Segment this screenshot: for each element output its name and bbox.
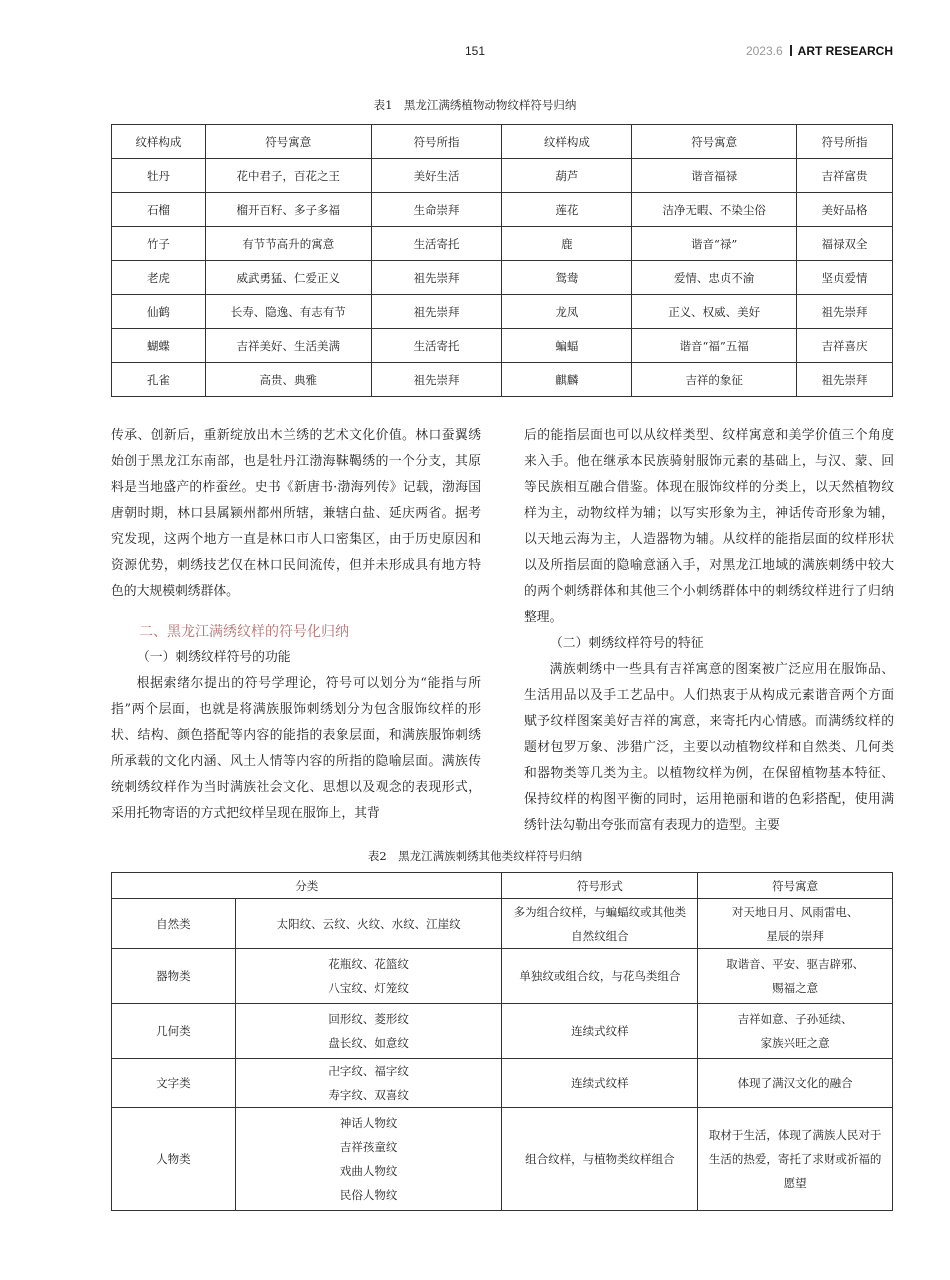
table2-category-cell: 人物类 bbox=[112, 1108, 236, 1211]
table2-header-row bbox=[112, 873, 893, 899]
table1-row bbox=[112, 261, 893, 295]
table1-row bbox=[112, 363, 893, 397]
table1-cell: 老虎 bbox=[112, 261, 206, 295]
table2-cell-line: 愿望 bbox=[783, 1176, 807, 1190]
table1-cell: 石榴 bbox=[112, 193, 206, 227]
table2-cell-line: 神话人物纹 bbox=[339, 1116, 398, 1130]
table2-form-cell bbox=[502, 899, 698, 949]
table2-row bbox=[112, 949, 893, 1004]
table2-patterns-cell bbox=[235, 1108, 502, 1211]
table1-cell: 谐音福禄 bbox=[632, 159, 797, 193]
table2-header-cell: 符号形式 bbox=[502, 873, 698, 899]
table2-meaning-cell bbox=[698, 949, 893, 1004]
table2-cell-line: 回形纹、菱形纹 bbox=[328, 1012, 409, 1026]
table2-cell-line: 对天地日月、风雨雷电、 bbox=[731, 904, 859, 919]
table2-category-cell: 器物类 bbox=[112, 949, 236, 1004]
table1-cell: 鹿 bbox=[502, 227, 632, 261]
table1-cell: 有节节高升的寓意 bbox=[205, 227, 371, 261]
table1-row bbox=[112, 193, 893, 227]
table2-cell-line: 戏曲人物纹 bbox=[339, 1164, 398, 1178]
table1-cell: 竹子 bbox=[112, 227, 206, 261]
right-column bbox=[524, 423, 894, 839]
paragraph: 根据索绪尔提出的符号学理论，符号可以划分为“能指与所指”两个层面，也就是将满族服饰刺绣划分为包含服饰纹样的形状、结构、颜色搭配等内容的能指的表象层面，和满族服饰刺绣所承载的文化内涵、风土人情等内容的所指的隐喻层面。满族传统刺绣纹样作为当时满族社会文化、思想以及观念的表现形式，采用托物寄语的方式把纹样呈现在服饰上，其背 bbox=[111, 676, 481, 821]
table2-patterns-cell bbox=[235, 1059, 502, 1108]
table2-category-cell: 自然类 bbox=[112, 899, 236, 949]
table1-cell: 孔雀 bbox=[112, 363, 206, 397]
table1-cell: 正义、权威、美好 bbox=[632, 295, 797, 329]
table1-header-cell: 纹样构成 bbox=[502, 125, 632, 159]
table2-cell-line: 花瓶纹、花篮纹 bbox=[328, 957, 409, 971]
table2-cell-line: 连续式纹样 bbox=[571, 1024, 629, 1038]
table1-cell: 仙鹤 bbox=[112, 295, 206, 329]
table2-row bbox=[112, 899, 893, 949]
table2-cell-line: 家族兴旺之意 bbox=[760, 1036, 830, 1050]
table2-row bbox=[112, 1004, 893, 1059]
table1-caption: 表1 黑龙江满绣植物动物纹样符号归纳 bbox=[373, 98, 577, 112]
paragraph: 满族刺绣中一些具有吉祥寓意的图案被广泛应用在服饰品、生活用品以及手工艺品中。人们热衷于从构成元素谐音两个方面赋予纹样图案美好吉祥的寓意，来寄托内心情感。而满绣纹样的题材包罗万象、涉猎广泛，主要以动植物纹样和自然类、几何类和器物类等几类为主。以植物纹样为例，在保留植物基本特征、保持纹样的构图平衡的同时，运用艳丽和谐的色彩搭配，使用满绣针法勾勒出夸张而富有表现力的造型。主要 bbox=[524, 662, 894, 833]
table1-cell: 吉祥的象征 bbox=[632, 363, 797, 397]
table2-form-cell bbox=[502, 949, 698, 1004]
table1-cell: 葫芦 bbox=[502, 159, 632, 193]
table2-cell-line: 八宝纹、灯笼纹 bbox=[328, 981, 409, 995]
table2-patterns-cell bbox=[235, 899, 502, 949]
table2-cell-line: 生活的热爱，寄托了求财或祈福的 bbox=[708, 1152, 882, 1166]
table1-cell: 莲花 bbox=[502, 193, 632, 227]
table1-cell: 祖先崇拜 bbox=[797, 363, 893, 397]
table1-header-cell: 符号所指 bbox=[797, 125, 893, 159]
table1-cell: 谐音“禄” bbox=[632, 227, 797, 261]
journal-header bbox=[746, 44, 893, 58]
table2-header-cell: 符号寓意 bbox=[698, 873, 893, 899]
table2-cell-line: 取材于生活，体现了满族人民对于 bbox=[708, 1128, 882, 1142]
table1-header-cell: 符号寓意 bbox=[632, 125, 797, 159]
table1-cell: 谐音“福”五福 bbox=[632, 329, 797, 363]
table2-cell-line: 吉祥孩童纹 bbox=[339, 1140, 398, 1154]
section-heading: 二、黑龙江满绣纹样的符号化归纳 bbox=[139, 624, 349, 640]
table2-meaning-cell bbox=[698, 1004, 893, 1059]
table2-cell-line: 星辰的崇拜 bbox=[766, 928, 824, 943]
table1-header-cell: 符号寓意 bbox=[205, 125, 371, 159]
table2-form-cell bbox=[502, 1004, 698, 1059]
table1-cell: 洁净无暇、不染尘俗 bbox=[632, 193, 797, 227]
table2-meaning-cell bbox=[698, 1108, 893, 1211]
table1-cell: 坚贞爱情 bbox=[797, 261, 893, 295]
table1-cell: 生命崇拜 bbox=[371, 193, 502, 227]
table1-row bbox=[112, 159, 893, 193]
table1-cell: 花中君子，百花之王 bbox=[205, 159, 371, 193]
table1-header-cell: 纹样构成 bbox=[112, 125, 206, 159]
table1-header-cell: 符号所指 bbox=[371, 125, 502, 159]
paragraph: 后的能指层面也可以从纹样类型、纹样寓意和美学价值三个角度来入手。他在继承本民族骑射服饰元素的基础上，与汉、蒙、回等民族相互融合借鉴。体现在服饰纹样的分类上，以天然植物纹样为主，动物纹样为辅；以写实形象为主，神话传奇形象为辅，以天地云海为主，人造器物为辅。从纹样的能指层面的纹样形状以及所指层面的隐喻意涵入手，对黑龙江地域的满族刺绣中较大的两个刺绣群体和其他三个小刺绣群体中的刺绣纹样进行了归纳整理。 bbox=[524, 428, 894, 625]
table1-cell: 祖先崇拜 bbox=[371, 295, 502, 329]
table1-cell: 长寿、隐逸、有志有节 bbox=[205, 295, 371, 329]
table2-form-cell bbox=[502, 1108, 698, 1211]
table1-cell: 吉祥喜庆 bbox=[797, 329, 893, 363]
table2-caption: 表2 黑龙江满族刺绣其他类纹样符号归纳 bbox=[367, 849, 583, 863]
journal-name: ART RESEARCH bbox=[797, 44, 893, 58]
table1-cell: 爱情、忠贞不渝 bbox=[632, 261, 797, 295]
page-number: 151 bbox=[464, 44, 486, 58]
table1-cell: 吉祥富贵 bbox=[797, 159, 893, 193]
table1-cell: 祖先崇拜 bbox=[371, 363, 502, 397]
table2-cell-line: 寿字纹、双喜纹 bbox=[328, 1088, 409, 1102]
table1-cell: 龙凤 bbox=[502, 295, 632, 329]
table1 bbox=[111, 124, 893, 397]
table1-cell: 鸳鸯 bbox=[502, 261, 632, 295]
table2-cell-line: 吉祥如意、子孙延续、 bbox=[737, 1012, 853, 1026]
table1-cell: 牡丹 bbox=[112, 159, 206, 193]
table1-cell: 麒麟 bbox=[502, 363, 632, 397]
separator-bar bbox=[790, 45, 792, 56]
table1-cell: 生活寄托 bbox=[371, 329, 502, 363]
table2-header-cell: 分类 bbox=[112, 873, 502, 899]
journal-year: 2023.6 bbox=[745, 44, 783, 58]
table2-cell-line: 组合纹样，与植物类纹样组合 bbox=[525, 1152, 675, 1166]
table1-row bbox=[112, 295, 893, 329]
table2-form-cell bbox=[502, 1059, 698, 1108]
table2-row bbox=[112, 1059, 893, 1108]
subsection-heading: （一）刺绣纹样符号的功能 bbox=[137, 650, 291, 665]
table1-row bbox=[112, 329, 893, 363]
table2-cell-line: 单独纹或组合纹，与花鸟类组合 bbox=[519, 969, 681, 983]
table2-cell-line: 连续式纹样 bbox=[571, 1076, 629, 1090]
table1-cell: 威武勇猛、仁爱正义 bbox=[205, 261, 371, 295]
table1-cell: 福禄双全 bbox=[797, 227, 893, 261]
table2-cell-line: 体现了满汉文化的融合 bbox=[737, 1076, 853, 1090]
table1-cell: 高贵、典雅 bbox=[205, 363, 371, 397]
table1-header-row bbox=[112, 125, 893, 159]
table1-cell: 榴开百籽、多子多福 bbox=[205, 193, 371, 227]
table1-cell: 蝙蝠 bbox=[502, 329, 632, 363]
table2-cell-line: 赐福之意 bbox=[772, 981, 819, 995]
table1-cell: 吉祥美好、生活美满 bbox=[205, 329, 371, 363]
table2-meaning-cell bbox=[698, 1059, 893, 1108]
table2-patterns-cell bbox=[235, 1004, 502, 1059]
table2-cell-line: 卍字纹、福字纹 bbox=[328, 1064, 409, 1078]
table1-cell: 美好品格 bbox=[797, 193, 893, 227]
table2 bbox=[111, 872, 893, 1211]
paragraph: 传承、创新后，重新绽放出木兰绣的艺术文化价值。林口蚕翼绣始创于黑龙江东南部，也是牡丹江渤海靺鞨绣的一个分支，其原料是当地盛产的柞蚕丝。史书《新唐书·渤海列传》记载，渤海国唐朝时期，林口县属颍州都州所辖，兼辖白盐、延庆两省。据考究发现，这两个地方一直是林口市人口密集区，由于历史原因和资源优势，刺绣技艺仅在林口民间流传，但并未形成具有地方特色的大规模刺绣群体。 bbox=[111, 428, 481, 599]
table2-row bbox=[112, 1108, 893, 1211]
left-column bbox=[111, 423, 481, 827]
table2-cell-line: 盘长纹、如意纹 bbox=[328, 1036, 409, 1050]
table1-cell: 生活寄托 bbox=[371, 227, 502, 261]
table2-cell-line: 自然纹组合 bbox=[571, 928, 629, 943]
table2-category-cell: 几何类 bbox=[112, 1004, 236, 1059]
table1-cell: 祖先崇拜 bbox=[371, 261, 502, 295]
table1-row bbox=[112, 227, 893, 261]
table2-patterns-cell bbox=[235, 949, 502, 1004]
table2-cell-line: 太阳纹、云纹、火纹、水纹、江崖纹 bbox=[276, 916, 461, 931]
table1-cell: 美好生活 bbox=[371, 159, 502, 193]
subsection-heading: （二）刺绣纹样符号的特征 bbox=[550, 636, 704, 651]
table2-cell-line: 民俗人物纹 bbox=[339, 1188, 398, 1202]
table1-cell: 蝴蝶 bbox=[112, 329, 206, 363]
table2-category-cell: 文字类 bbox=[112, 1059, 236, 1108]
table1-cell: 祖先崇拜 bbox=[797, 295, 893, 329]
table2-cell-line: 多为组合纹样，与蝙蝠纹或其他类 bbox=[513, 904, 687, 919]
table2-meaning-cell bbox=[698, 899, 893, 949]
table2-cell-line: 取谐音、平安、驱吉辟邪、 bbox=[726, 957, 865, 971]
